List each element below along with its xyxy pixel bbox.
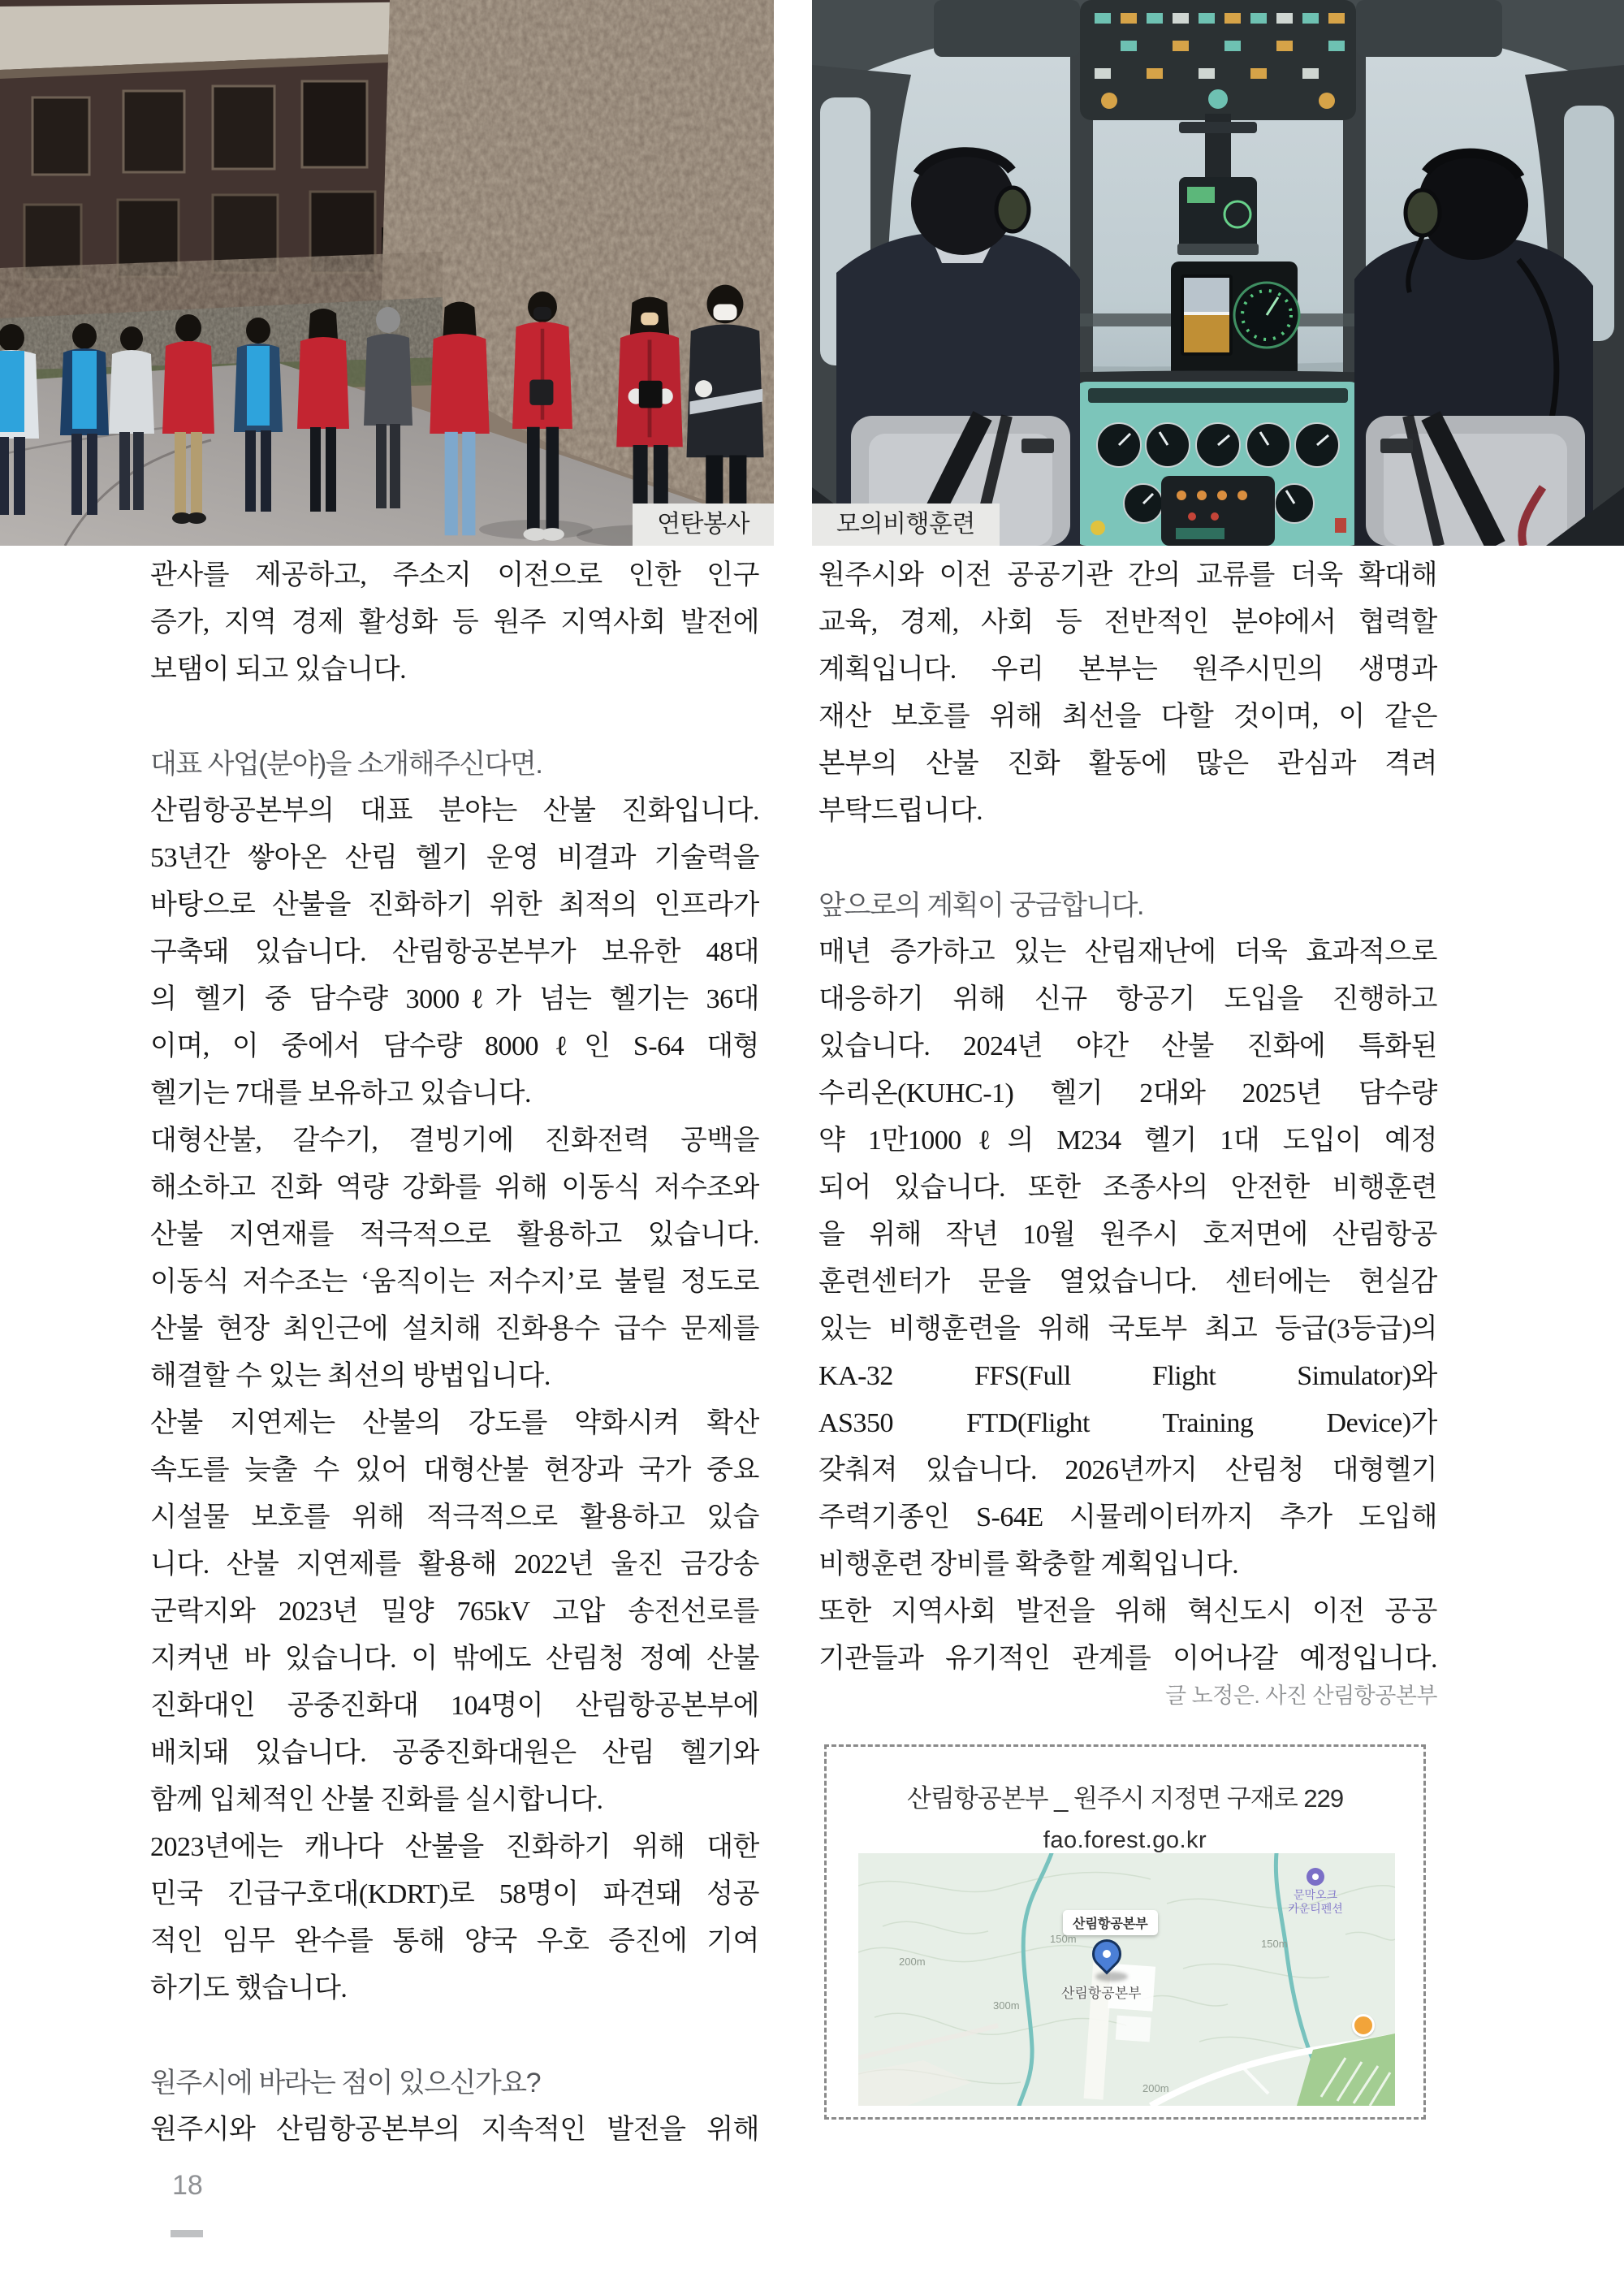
text-line: 또한 지역사회 발전을 위해 혁신도시 이전 공공 — [818, 1597, 1437, 1627]
text-line: 바탕으로 산불을 진화하기 위한 최적의 인프라가 — [150, 890, 759, 920]
photo-caption-right: 모의비행훈련 — [812, 504, 1000, 546]
map-scale-label: 200m — [1142, 2082, 1169, 2094]
info-box-url: fao.forest.go.kr — [1043, 1827, 1207, 1853]
article-column-left — [150, 552, 759, 2154]
section-heading: 대표 사업(분야)을 소개해주신다면. — [150, 749, 542, 780]
text-line: 속도를 늦출 수 있어 대형산불 현장과 국가 중요 — [150, 1455, 759, 1485]
text-line: AS350 FTD(Flight Training Device)가 — [818, 1408, 1437, 1438]
text-line: 지켜낸 바 있습니다. 이 밖에도 산림청 정예 산불 — [150, 1644, 759, 1674]
text-line: 을 위해 작년 10월 원주시 호저면에 산림항공 — [818, 1220, 1437, 1250]
center-console — [1161, 476, 1275, 546]
text-line: 관사를 제공하고, 주소지 이전으로 인한 인구 — [150, 560, 759, 590]
text-line: 이며, 이 중에서 담수량 8000ℓ인 S-64 대형 — [150, 1031, 759, 1061]
text-line: 구축돼 있습니다. 산림항공본부가 보유한 48대 — [150, 937, 759, 967]
text-line: 산불 지연재를 적극적으로 활용하고 있습니다. — [150, 1220, 759, 1250]
photo-briquette-volunteering — [0, 0, 774, 546]
text-line: 민국 긴급구호대(KDRT)로 58명이 파견돼 성공 — [150, 1879, 759, 1909]
text-line: 니다. 산불 지연제를 활용해 2022년 울진 금강송 — [150, 1549, 759, 1580]
text-line: 대응하기 위해 신규 항공기 도입을 진행하고 — [818, 984, 1437, 1014]
text-line: 원주시와 이전 공공기관 간의 교류를 더욱 확대해 — [818, 560, 1437, 590]
text-line: 2023년에는 캐나다 산불을 진화하기 위해 대한 — [150, 1832, 759, 1862]
text-line: 되어 있습니다. 또한 조종사의 안전한 비행훈련 — [818, 1173, 1437, 1203]
text-line: 53년간 쌓아온 산림 헬기 운영 비결과 기술력을 — [150, 843, 759, 873]
text-line: 약 1만1000ℓ의 M234 헬기 1대 도입이 예정 — [818, 1126, 1437, 1156]
article-column-right — [818, 552, 1437, 1683]
text-line: 해소하고 진화 역량 강화를 위해 이동식 저수조와 — [150, 1173, 759, 1203]
text-line: 산불 현장 최인근에 설치해 진화용수 급수 문제를 — [150, 1314, 759, 1344]
text-line: 비행훈련 장비를 확충할 계획입니다. — [818, 1549, 1239, 1580]
text-line: 갖춰져 있습니다. 2026년까지 산림청 대형헬기 — [818, 1455, 1437, 1485]
text-line: 본부의 산불 진화 활동에 많은 관심과 격려 — [818, 749, 1437, 779]
text-line: 교육, 경제, 사회 등 전반적인 분야에서 협력할 — [818, 607, 1437, 638]
text-line: 함께 입체적인 산불 진화를 실시합니다. — [150, 1785, 603, 1815]
text-line: 산불 지연제는 산불의 강도를 약화시켜 확산 — [150, 1408, 759, 1438]
map-pin-shadow — [1095, 1972, 1128, 1982]
map-pin-sublabel: 산림항공본부 — [1061, 1986, 1142, 2001]
text-line: 훈련센터가 문을 열었습니다. 센터에는 현실감 — [818, 1267, 1437, 1297]
text-line: 배치돼 있습니다. 공중진화대원은 산림 헬기와 — [150, 1738, 759, 1768]
location-info-box — [824, 1744, 1426, 2120]
text-line: 있습니다. 2024년 야간 산불 진화에 특화된 — [818, 1031, 1437, 1061]
photo-flight-simulator — [812, 0, 1624, 546]
text-line: 하기도 했습니다. — [150, 1973, 348, 2003]
info-box-title: 산림항공본부 _ 원주시 지정면 구재로 229 — [906, 1784, 1344, 1813]
text-line: 시설물 보호를 위해 적극적으로 활용하고 있습 — [150, 1502, 759, 1532]
text-line: 이동식 저수조는 ‘움직이는 저수지’로 불릴 정도로 — [150, 1267, 759, 1297]
paragraph-gap — [150, 2012, 759, 2059]
map-poi-pension-label-line2: 카운티펜션 — [1288, 1902, 1343, 1915]
section-heading: 앞으로의 계획이 궁금합니다. — [818, 890, 1143, 921]
text-line: 재산 보호를 위해 최선을 다할 것이며, 이 같은 — [818, 702, 1437, 732]
page-number: 18 — [172, 2170, 203, 2201]
text-line: 계획입니다. 우리 본부는 원주시민의 생명과 — [818, 655, 1437, 685]
text-line: 매년 증가하고 있는 산림재난에 더욱 효과적으로 — [818, 937, 1437, 967]
map-scale-label: 300m — [993, 1999, 1020, 2012]
section-heading: 원주시에 바라는 점이 있으신가요? — [150, 2068, 541, 2098]
text-line: KA-32 FFS(Full Flight Simulator)와 — [818, 1361, 1437, 1391]
text-line: 있는 비행훈련을 위해 국토부 최고 등급(3등급)의 — [818, 1314, 1437, 1344]
location-map — [858, 1853, 1395, 2106]
map-poi-pension-icon — [1307, 1868, 1324, 1886]
text-line: 해결할 수 있는 최선의 방법입니다. — [150, 1361, 551, 1391]
left-photo-illustration — [0, 0, 774, 546]
text-line: 기관들과 유기적인 관계를 이어나갈 예정입니다. — [818, 1644, 1437, 1674]
text-line: 산림항공본부의 대표 분야는 산불 진화입니다. — [150, 796, 759, 826]
map-scale-label: 150m — [1050, 1933, 1077, 1945]
text-line: 원주시와 산림항공본부의 지속적인 발전을 위해 — [150, 2115, 759, 2145]
page-number-underline — [171, 2230, 203, 2237]
byline-credit: 글 노정은. 사진 산림항공본부 — [1165, 1683, 1437, 1708]
text-line: 주력기종인 S-64E 시뮬레이터까지 추가 도입해 — [818, 1502, 1437, 1532]
text-line: 적인 임무 완수를 통해 양국 우호 증진에 기여 — [150, 1926, 759, 1956]
text-line: 보탬이 되고 있습니다. — [150, 655, 407, 685]
photo-caption-left: 연탄봉사 — [633, 504, 774, 546]
map-pin-label: 산림항공본부 — [1063, 1910, 1158, 1935]
text-line: 증가, 지역 경제 활성화 등 원주 지역사회 발전에 — [150, 607, 759, 638]
text-line: 부탁드립니다. — [818, 796, 983, 826]
text-line: 군락지와 2023년 밀양 765kV 고압 송전선로를 — [150, 1597, 759, 1627]
map-poi-orange-icon — [1352, 2014, 1375, 2037]
map-poi-pension-label-line1: 문막오크 — [1293, 1888, 1338, 1901]
text-line: 진화대인 공중진화대 104명이 산림항공본부에 — [150, 1691, 759, 1721]
map-scale-label: 150m — [1261, 1938, 1288, 1950]
right-photo-illustration — [812, 0, 1624, 546]
text-line: 헬기는 7대를 보유하고 있습니다. — [150, 1078, 531, 1109]
map-poi-pension — [1271, 1868, 1360, 1916]
text-line: 대형산불, 갈수기, 결빙기에 진화전력 공백을 — [150, 1126, 759, 1156]
paragraph-gap — [150, 694, 759, 741]
text-line: 의 헬기 중 담수량 3000ℓ가 넘는 헬기는 36대 — [150, 984, 759, 1014]
text-line: 수리온(KUHC-1) 헬기 2대와 2025년 담수량 — [818, 1078, 1437, 1109]
paragraph-gap — [818, 835, 1437, 882]
map-scale-label: 200m — [899, 1956, 926, 1968]
